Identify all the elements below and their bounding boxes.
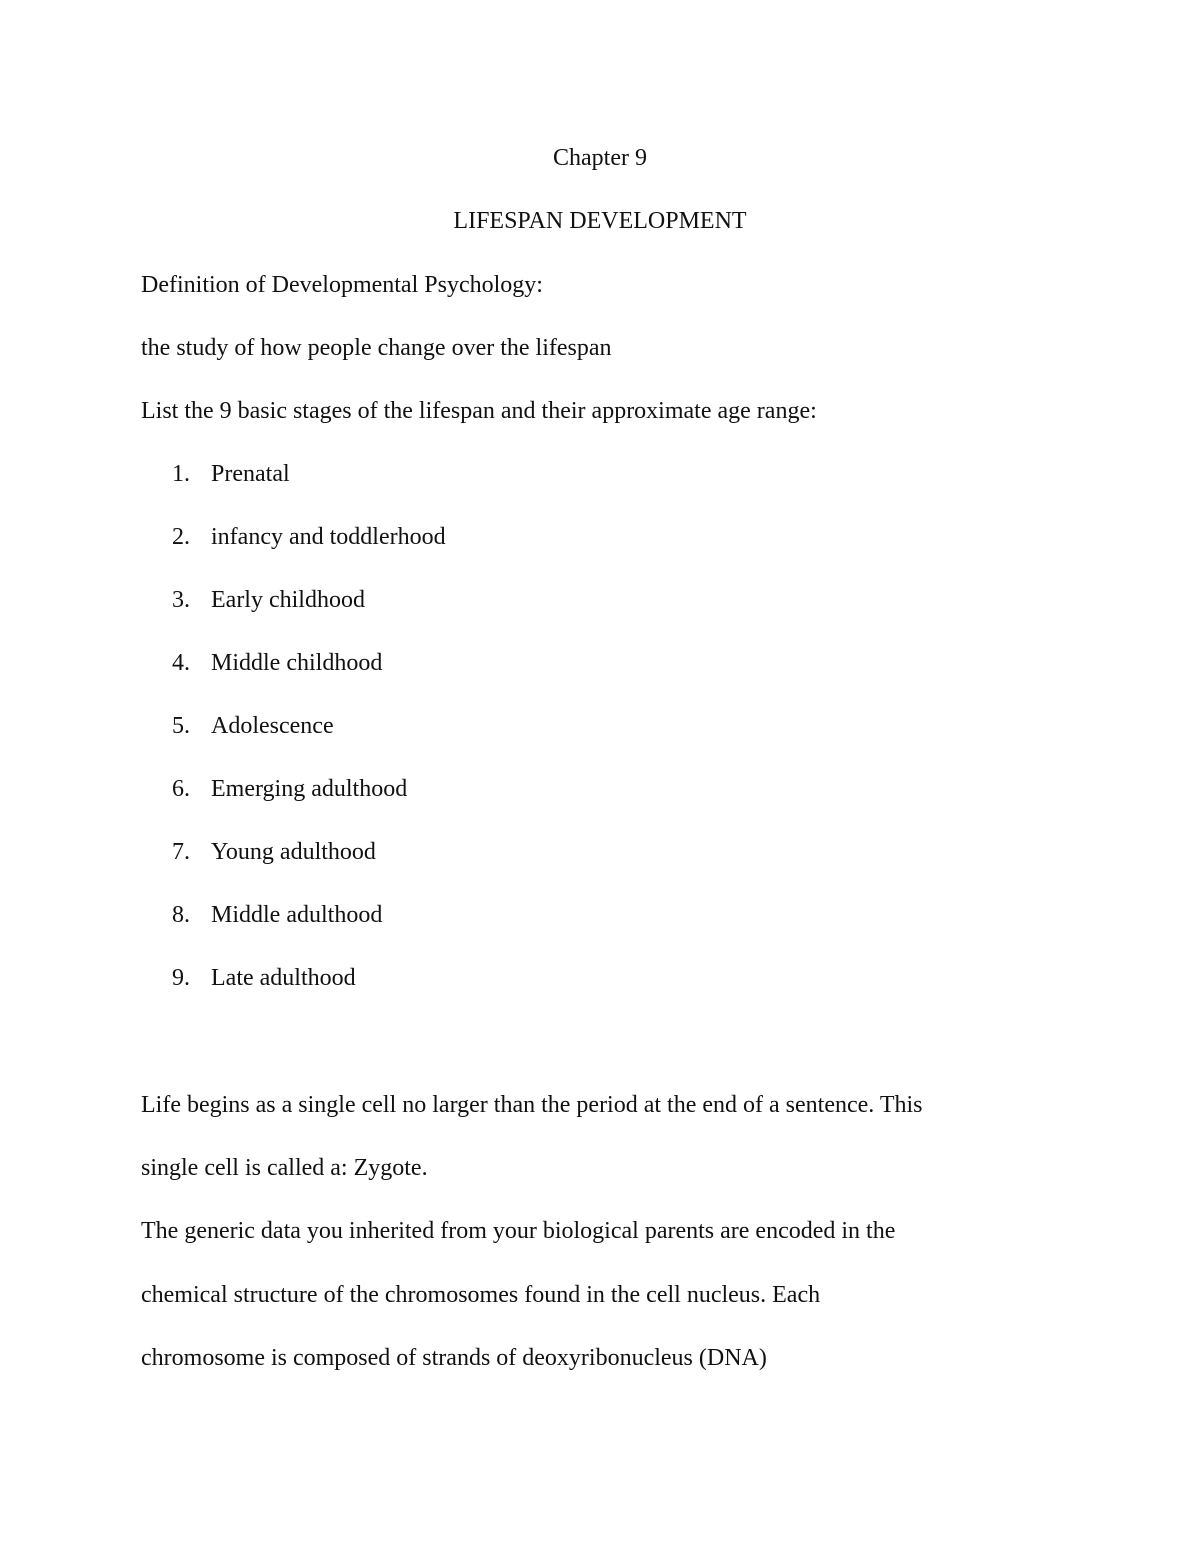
list-item-label: infancy and toddlerhood: [211, 524, 446, 550]
list-item-number: 2.: [172, 524, 190, 550]
list-item: [172, 963, 356, 993]
list-item: [172, 585, 365, 615]
list-item: [172, 774, 407, 804]
list-item-label: Early childhood: [211, 587, 365, 613]
list-item: [172, 900, 382, 930]
list-item-number: 9.: [172, 965, 190, 991]
definition-text: the study of how people change over the lifespan: [141, 335, 612, 361]
paragraph-line: The generic data you inherited from your biological parents are encoded in the: [141, 1218, 896, 1244]
list-item-label: Emerging adulthood: [211, 776, 408, 802]
paragraph-line: single cell is called a: Zygote.: [141, 1155, 428, 1181]
list-item-number: 5.: [172, 713, 190, 739]
list-item: [172, 711, 334, 741]
chapter-label: Chapter 9: [553, 145, 647, 171]
list-item-number: 6.: [172, 776, 190, 802]
list-item-label: Late adulthood: [211, 965, 356, 991]
list-prompt: List the 9 basic stages of the lifespan and their approximate age range:: [141, 398, 817, 424]
list-item-label: Middle childhood: [211, 650, 383, 676]
list-item-number: 7.: [172, 839, 190, 865]
page-title: LIFESPAN DEVELOPMENT: [453, 208, 747, 234]
list-item-number: 4.: [172, 650, 190, 676]
paragraph-line: chromosome is composed of strands of deoxyribonucleus (DNA): [141, 1345, 767, 1371]
list-item-number: 1.: [172, 461, 190, 487]
paragraph-line: Life begins as a single cell no larger than the period at the end of a sentence. This: [141, 1092, 923, 1118]
list-item-label: Young adulthood: [211, 839, 376, 865]
list-item-label: Adolescence: [211, 713, 334, 739]
list-item: [172, 837, 376, 867]
list-item-label: Middle adulthood: [211, 902, 383, 928]
definition-heading: Definition of Developmental Psychology:: [141, 272, 543, 298]
list-item-number: 3.: [172, 587, 190, 613]
list-item: [172, 459, 290, 489]
paragraph-line: chemical structure of the chromosomes found in the cell nucleus. Each: [141, 1282, 821, 1308]
list-item: [172, 648, 382, 678]
list-item-label: Prenatal: [211, 461, 290, 487]
list-item: [172, 522, 446, 552]
list-item-number: 8.: [172, 902, 190, 928]
